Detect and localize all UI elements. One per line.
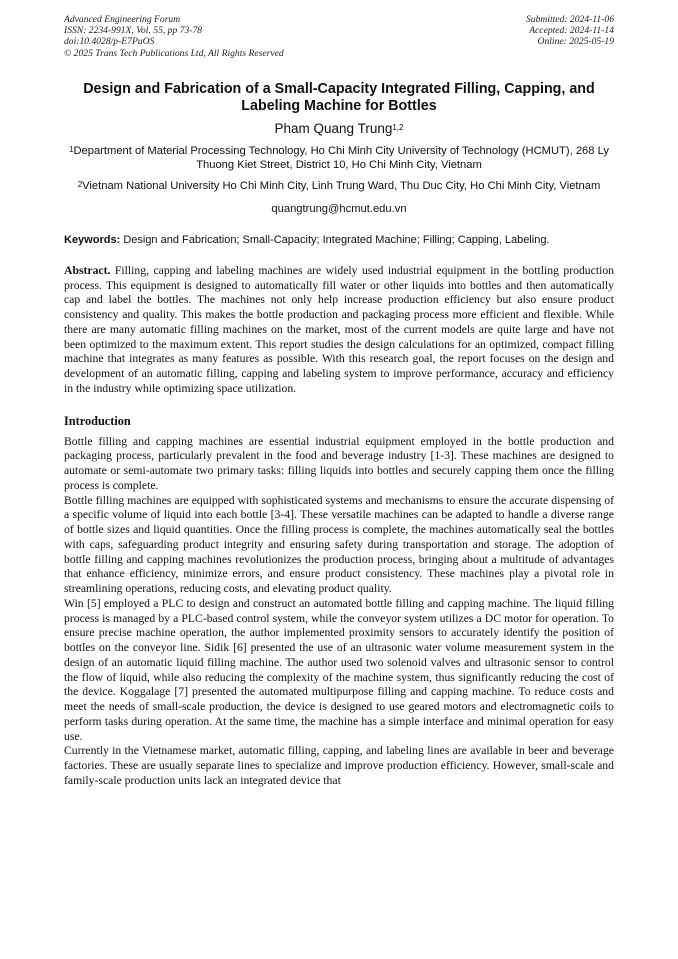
accepted-date: Accepted: 2024-11-14: [529, 25, 614, 37]
keywords: [64, 233, 614, 247]
abstract: [64, 264, 614, 397]
keywords-text: Design and Fabrication; Small-Capacity; Integrated Machine; Filling; Capping, Labeling.: [123, 233, 550, 246]
journal-name: Advanced Engineering Forum: [64, 14, 181, 25]
copyright-line: © 2025 Trans Tech Publications Ltd, All Rights Reserved: [64, 47, 284, 59]
affiliation-1: [64, 144, 614, 172]
abstract-text: Filling, capping and labeling machines are widely used industrial equipment in the bottling production process. This equipment is designed to automatically fill water or other liquids into bottles and then automatically cap and label the bottles. The machines not only help increase production efficiency but also ensure product consistency and quality. This makes the bottle production and packaging process more efficient and flexible. While there are many automatic filling machines on the market, most of the current models are quite large and have not been optimized to the maximum extent. This report studies the design calculations for an optimized, compact filling machine that integrates as many features as possible. With this research goal, the report focuses on the design and development of an automatic filling, capping and labeling system to improve performance, accuracy and efficiency in the industry while optimizing space utilization.: [64, 263, 615, 395]
affiliation-2: [64, 179, 614, 193]
paper-title: Design and Fabrication of a Small-Capacity Integrated Filling, Capping, and Labeling Machine for Bottles: [83, 80, 595, 115]
doi-line: doi:10.4028/p-E7PuOS: [64, 36, 155, 48]
submitted-date: Submitted: 2024-11-06: [525, 14, 614, 25]
affiliation-2-mark: 2: [77, 179, 83, 189]
introduction-heading: Introduction: [64, 413, 131, 428]
affiliation-1-mark: 1: [68, 144, 74, 154]
affiliation-1-text: Department of Material Processing Technology, Ho Chi Minh City University of Technology (HCMUT), 268 Ly Thuong Kiet Street, District 10, Ho Chi Minh City, Vietnam: [73, 144, 609, 171]
author-name: Pham Quang Trung: [274, 120, 393, 136]
paper-page: [64, 14, 614, 789]
issn-line: ISSN: 2234-991X, Vol. 55, pp 73-78: [64, 25, 203, 37]
author-line: [64, 121, 614, 137]
journal-header: [64, 14, 614, 59]
intro-paragraph-1: Bottle filling and capping machines are essential industrial equipment employed in the bottle production and packaging process, particularly prevalent in the food and beverage industry [1-3]. These machines are designed to automate or semi-automate two primary tasks: filling liquids into bottles and securely capping them once the filling process is complete.: [64, 434, 614, 492]
affiliation-2-text: Vietnam National University Ho Chi Minh City, Linh Trung Ward, Thu Duc City, Ho Chi Minh City, Vietnam: [82, 179, 601, 192]
online-date: Online: 2025-05-19: [537, 36, 614, 48]
intro-paragraph-2: Bottle filling machines are equipped with sophisticated systems and mechanisms to ensure the accurate dispensing of a specific volume of liquid into each bottle [3-4]. These versatile machines can be adapted to handle a diverse range of bottle sizes and liquid quantities. Once the filling process is complete, the machines automatically seal the bottles with caps, safeguarding product integrity and ensuring safety during transportation and storage. The adoption of bottle filling and capping machines revolutionizes the production process, bringing about a multitude of advantages that enhance efficiency, minimize errors, and ensure product consistency. These machines play a pivotal role in streamlining operations, reducing costs, and elevating product quality.: [64, 493, 614, 596]
author-email[interactable]: quangtrung@hcmut.edu.vn: [271, 202, 407, 215]
author-affiliation-marks: 1,2: [392, 122, 404, 132]
intro-paragraph-3: Win [5] employed a PLC to design and construct an automated bottle filling and capping machine. The liquid filling process is managed by a PLC-based control system, while the conveyor system utilizes a DC motor for operation. To ensure precise machine operation, the author implemented proximity sensors to accurately identify the position of bottles on the conveyor line. Sidik [6] presented the use of an ultrasonic water volume measurement system in the design of an automatic liquid filling machine. The author used two solenoid valves and ultrasonic sensor to control the flow of liquid, while also reducing the complexity of the machine system, thus significantly reducing the cost of the device. Koggalage [7] presented the automated multipurpose filling and capping machine. To reduce costs and meet the needs of small-scale production, the device is designed to use geared motors and electromagnetic coils to perform tasks during operation. At the same time, the machine has a simple interface and minimal operation for easy use.: [64, 596, 614, 743]
keywords-label: Keywords:: [64, 233, 121, 246]
journal-info: [64, 14, 284, 59]
abstract-label: Abstract.: [64, 263, 111, 277]
intro-paragraph-4: Currently in the Vietnamese market, automatic filling, capping, and labeling lines are available in beer and beverage factories. These are usually separate lines to specialize and improve production efficiency. However, small-scale and family-scale production units lack an integrated device that: [64, 744, 614, 787]
submission-dates: [526, 14, 614, 59]
